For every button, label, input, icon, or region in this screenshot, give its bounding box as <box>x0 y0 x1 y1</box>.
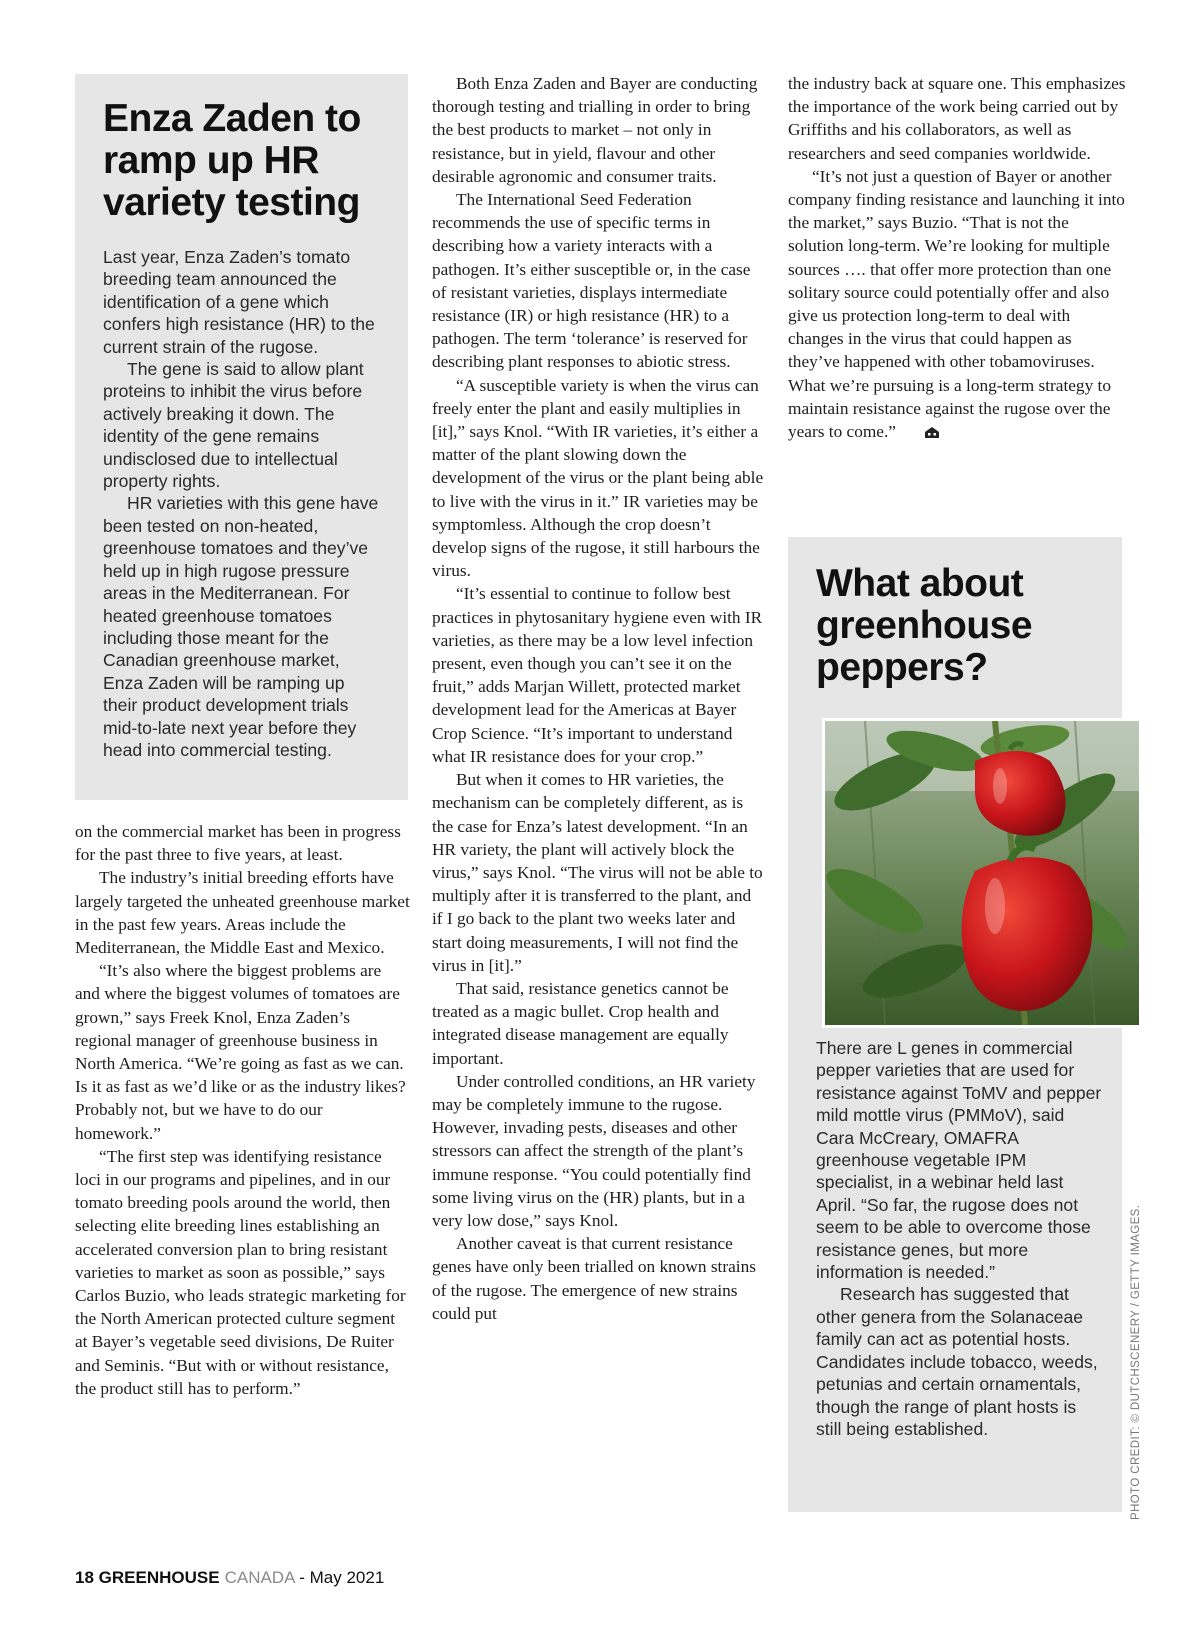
issue-date: - May 2021 <box>299 1568 385 1587</box>
pepper-illustration <box>825 721 1139 1025</box>
sidebar-paragraph: There are L genes in commercial pepper varieties that are used for resistance against ToMV and pepper mild mottle virus (PMMoV), said Cara McCreary, OMAFRA greenhouse vegetable IPM specialist, in a webinar held last April. “So far, the rugose does not seem to be able to overcome those resistance genes, but more information is needed.” <box>816 1038 1102 1283</box>
page-footer <box>75 1568 384 1588</box>
article-paragraph: Both Enza Zaden and Bayer are conducting thorough testing and trialling in order to bring the best products to market – not only in resistance, but in yield, flavour and other desirable agronomic and consumer traits. <box>432 74 758 186</box>
sidebar-title: What about greenhouse peppers? <box>816 562 1033 689</box>
greenhouse-icon <box>900 422 940 445</box>
sidebar-paragraph: The gene is said to allow plant proteins to inhibit the virus before actively breaking it down. The identity of the gene remains undisclosed due to intellectual property rights. <box>103 359 364 492</box>
article-paragraph: “A susceptible variety is when the virus can freely enter the plant and easily multiplies in [it],” says Knol. “With IR varieties, it’s either a matter of the plant slowing down the development of the virus or the plant being able to live with the virus in it.” IR varieties may be symptomless. Although the crop doesn’t develop signs of the rugose, it still harbours the virus. <box>432 375 764 581</box>
sidebar-title: Enza Zaden to ramp up HR variety testing <box>103 97 361 224</box>
magazine-region: CANADA <box>224 1568 295 1587</box>
article-paragraph: the industry back at square one. This emphasizes the importance of the work being carried out by Griffiths and his collaborators, as well as researchers and seed companies worldwide. <box>788 74 1126 163</box>
article-paragraph: The industry’s initial breeding efforts have largely targeted the unheated greenhouse market in the past few years. Areas include the Mediterranean, the Middle East and Mexico. <box>75 868 410 958</box>
article-paragraph: Another caveat is that current resistance genes have only been trialled on known strains of the rugose. The emergence of new strains could put <box>432 1234 756 1323</box>
article-paragraph: “The first step was identifying resistance loci in our programs and pipelines, and in our tomato breeding pools around the world, then selecting elite breeding lines establishing an accelerated conversion plan to bring resistant varieties to market as soon as possible,” says Carlos Buzio, who leads strategic marketing for the North American protected culture segment at Bayer’s vegetable seed divisions, De Ruiter and Seminis. “But with or without resistance, the product still has to perform.” <box>75 1146 406 1398</box>
article-paragraph-text: “It’s not just a question of Bayer or another company finding resistance and launching it into the market,” says Buzio. “That is not the solution long-term. We’re looking for multiple sources …. that offer more protection than one solitary source could potentially offer and also give us protection long-term to deal with changes in the virus that could happen as they’ve happened with other tobamoviruses. What we’re pursuing is a long-term strategy to maintain resistance against the rugose over the years to come.” <box>788 166 1125 442</box>
article-column-1 <box>75 820 410 1400</box>
article-paragraph: But when it comes to HR varieties, the mechanism can be completely different, as is the case for Enza’s latest development. “In an HR variety, the plant will actively block the virus,” says Knol. “The virus will not be able to multiply after it is transferred to the plant, and if I go back to the plant two weeks later and start doing measurements, I will not find the virus in [it].” <box>432 770 763 975</box>
sidebar-paragraph: HR varieties with this gene have been tested on non-heated, greenhouse tomatoes and they’ve held up in high rugose pressure areas in the Mediterranean. For heated greenhouse tomatoes including those meant for the Canadian greenhouse market, Enza Zaden will be ramping up their product development trials mid-to-late next year before they head into commercial testing. <box>103 493 379 760</box>
article-paragraph: on the commercial market has been in progress for the past three to five years, at least. <box>75 822 401 865</box>
page-number: 18 <box>75 1568 94 1587</box>
article-paragraph <box>788 165 1126 445</box>
sidebar-paragraph: Research has suggested that other genera from the Solanaceae family can act as potential hosts. Candidates include tobacco, weeds, petunias and certain ornamentals, though the range of plant hosts is still being established. <box>816 1284 1098 1439</box>
article-paragraph: “It’s essential to continue to follow best practices in phytosanitary hygiene even with IR varieties, as there may be a low level infection present, even though you can’t see it on the fruit,” adds Marjan Willett, protected market development lead for the Americas at Bayer Crop Science. “It’s important to understand what IR resistance does for your crop.” <box>432 584 763 766</box>
article-paragraph: The International Seed Federation recommends the use of specific terms in describing how a variety interacts with a pathogen. It’s either susceptible or, in the case of resistant varieties, displays intermediate resistance (IR) or high resistance (HR) to a pathogen. The term ‘tolerance’ is reserved for describing plant responses to abiotic stress. <box>432 190 751 372</box>
article-paragraph: That said, resistance genetics cannot be treated as a magic bullet. Crop health and integrated disease management are equally important. <box>432 978 729 1068</box>
article-paragraph: Under controlled conditions, an HR variety may be completely immune to the rugose. However, invading pests, diseases and other stressors can affect the strength of the plant’s immune response. “You could potentially find some living virus on the (HR) plants, but in a very low dose,” says Knol. <box>432 1071 756 1230</box>
article-paragraph: “It’s also where the biggest problems are and where the biggest volumes of tomatoes are grown,” says Freek Knol, Enza Zaden’s regional manager of greenhouse business in North America. “We’re going as fast as we can. Is it as fast as we’d like or as the industry likes? Probably not, but we have to do our homework.” <box>75 961 406 1143</box>
article-column-3 <box>788 72 1126 445</box>
sidebar-paragraph: Last year, Enza Zaden’s tomato breeding team announced the identification of a gene which confers high resistance (HR) to the current strain of the rugose. <box>103 247 375 357</box>
magazine-name: GREENHOUSE <box>98 1568 220 1587</box>
sidebar-enza-zaden <box>75 74 408 800</box>
pepper-photo <box>822 718 1142 1028</box>
photo-credit: PHOTO CREDIT: © DUTCHSCENERY / GETTY IMAGES. <box>1130 1204 1142 1520</box>
sidebar-body <box>816 1037 1104 1440</box>
article-column-2 <box>432 72 765 1325</box>
